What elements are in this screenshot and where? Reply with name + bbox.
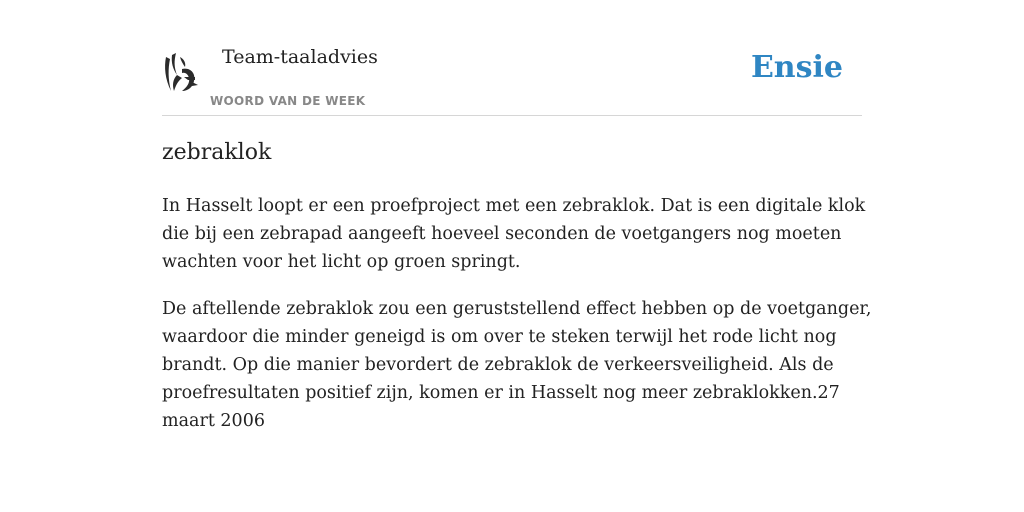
page-container [162,0,872,431]
article-paragraph: De aftellende zebraklok zou een geruststellend effect hebben op de voetganger, waardoor die minder geneigd is om over te steken terwijl het rode licht nog brandt. Op die manier bevordert de zebraklok de verkeersveiligheid. Als de proefresultaten positief zijn, komen er in Hasselt nog meer zebraklokken.27 maart 2006 [162,299,872,431]
page-title: zebraklok [162,140,272,165]
section-label: WOORD VAN DE WEEK [210,94,366,108]
header [162,0,862,116]
brand-logo[interactable]: Ensie [750,50,843,85]
article-body [162,192,874,454]
article-paragraph: In Hasselt loopt er een proefproject met een zebraklok. Dat is een digitale klok die bij een zebrapad aangeeft hoeveel seconden de voetgangers nog moeten wachten voor het licht op groen springt. [162,196,866,272]
org-name[interactable]: Team-taaladvies [222,46,378,68]
lion-logo-icon[interactable] [162,49,198,97]
